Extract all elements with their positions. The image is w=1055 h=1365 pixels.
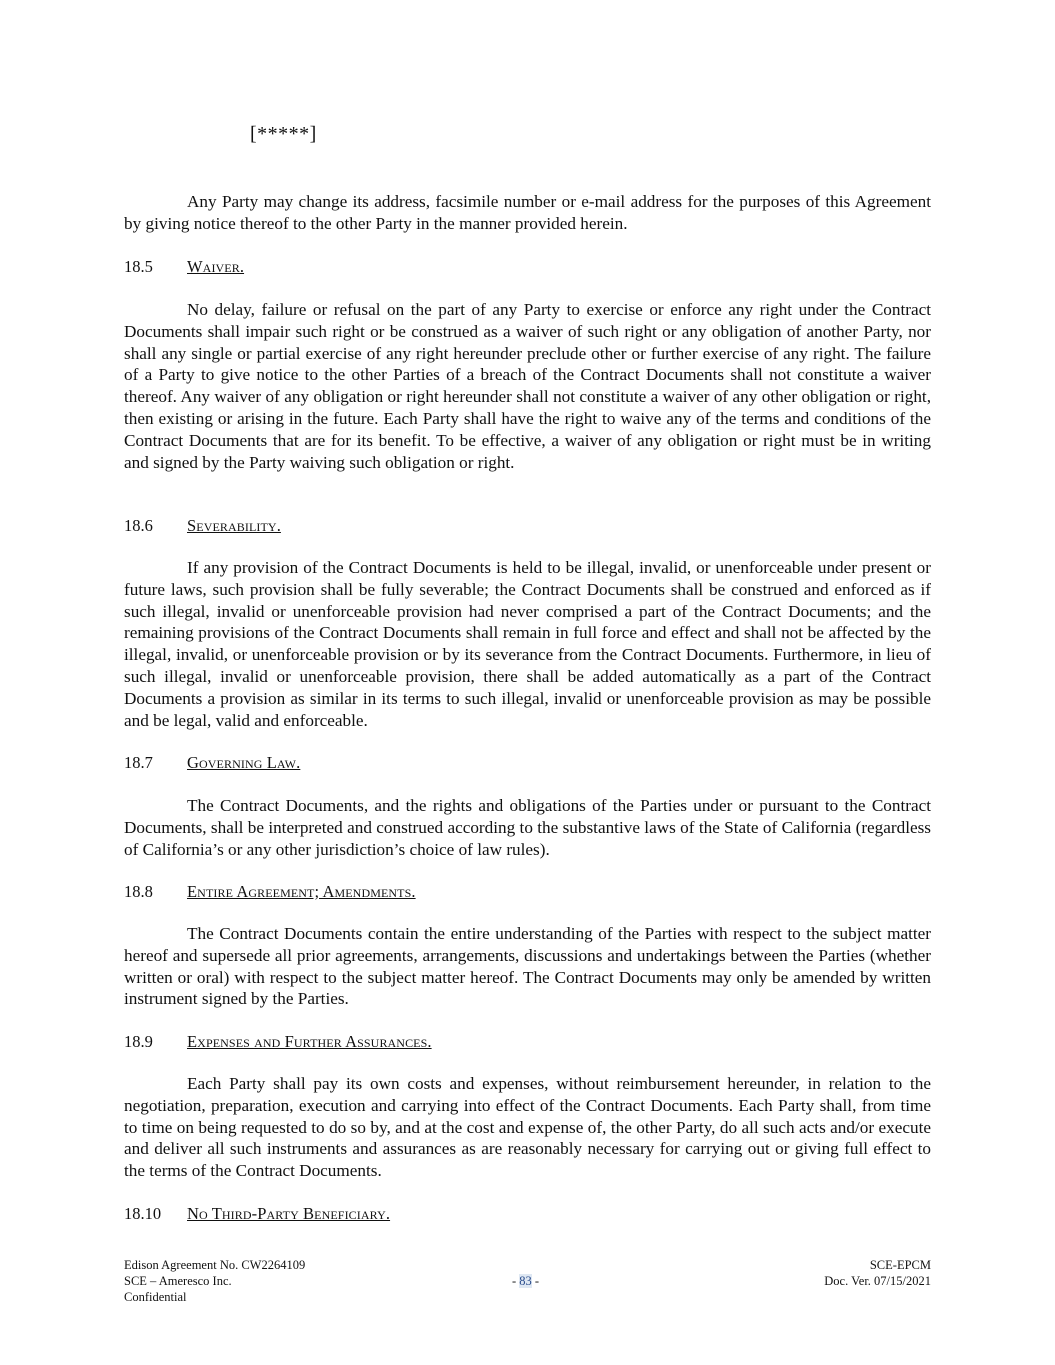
section-title: Severability. bbox=[187, 516, 281, 535]
section-body-18-7: The Contract Documents, and the rights and obligations of the Parties under or pursuant to the Contract Documents, shall be interpreted and construed according to the substantive laws of the State of California (regardless of California’s or any other jurisdiction’s choice of law rules). bbox=[124, 796, 931, 859]
section-heading-18-9 bbox=[124, 1032, 432, 1052]
section-title: Waiver. bbox=[187, 257, 245, 276]
agreement-number: Edison Agreement No. CW2264109 bbox=[124, 1258, 306, 1272]
footer-right bbox=[824, 1257, 931, 1289]
section-number: 18.10 bbox=[124, 1204, 162, 1223]
section-number: 18.8 bbox=[124, 882, 153, 901]
section-body-18-9: Each Party shall pay its own costs and expenses, without reimbursement hereunder, in relation to the negotiation, preparation, execution and carrying into effect of the Contract Documents. Each Party shall, from time to time on being requested to do so by, and at the cost and expense of, the other Party, do all such acts and/or execute and deliver all such instruments and assurances as are reasonably necessary for carrying out or giving full effect to the terms of the Contract Documents. bbox=[124, 1074, 931, 1181]
page-number-indicator: - 83 - bbox=[512, 1274, 540, 1288]
section-heading-18-8 bbox=[124, 882, 416, 902]
section-number: 18.5 bbox=[124, 257, 153, 276]
section-number: 18.9 bbox=[124, 1032, 153, 1051]
section-body-18-5: No delay, failure or refusal on the part of any Party to exercise or enforce any right under the Contract Documents shall impair such right or be construed as a waiver of such right or any obligation of another Party, nor shall any single or partial exercise of any right hereunder preclude other or further exercise of any right. The failure of a Party to give notice to the other Parties of a breach of the Contract Documents shall not constitute a waiver thereof. Any waiver of any obligation or right hereunder shall not constitute a waiver of any other obligation or right, then existing or arising in the future. Each Party shall have the right to waive any of the terms and conditions of the Contract Documents that are for its benefit. To be effective, a waiver of any obligation or right must be in writing and signed by the Party waiving such obligation or right. bbox=[124, 300, 931, 472]
section-title: Governing Law. bbox=[187, 753, 301, 772]
document-version: Doc. Ver. 07/15/2021 bbox=[824, 1274, 931, 1288]
confidential-label: Confidential bbox=[124, 1290, 187, 1304]
section-heading-18-5 bbox=[124, 257, 244, 277]
section-title: Entire Agreement; Amendments. bbox=[187, 882, 416, 901]
page-number: 83 bbox=[519, 1274, 532, 1288]
section-title: No Third-Party Beneficiary. bbox=[187, 1204, 391, 1223]
section-body-18-6: If any provision of the Contract Documents is held to be illegal, invalid, or unenforceable under present or future laws, such provision shall be fully severable; the Contract Documents shall be construed and enforced as if such illegal, invalid or unenforceable provision had never comprised a part of the Contract Documents; and the remaining provisions of the Contract Documents shall remain in full force and effect and shall not be affected by the illegal, invalid, or unenforceable provision or by its severance from the Contract Documents. Furthermore, in lieu of such illegal, invalid or unenforceable provision, there shall be added automatically as a part of the Contract Documents a provision as similar in its terms to such illegal, invalid or unenforceable provision as may be possible and be legal, valid and enforceable. bbox=[124, 558, 931, 730]
footer-left bbox=[124, 1257, 305, 1305]
document-code: SCE-EPCM bbox=[869, 1258, 931, 1272]
intro-paragraph: Any Party may change its address, facsimile number or e-mail address for the purposes of this Agreement by giving notice thereof to the other Party in the manner provided herein. bbox=[124, 192, 931, 233]
section-body-18-8: The Contract Documents contain the entire understanding of the Parties with respect to the subject matter hereof and supersede all prior agreements, arrangements, discussions and undertakings between the Parties (whether written or oral) with respect to the subject matter hereof. The Contract Documents may only be amended by written instrument signed by the Parties. bbox=[124, 924, 931, 1009]
redaction-marker: [*****] bbox=[250, 123, 317, 145]
parties-label: SCE – Ameresco Inc. bbox=[124, 1274, 232, 1288]
section-title: Expenses and Further Assurances. bbox=[187, 1032, 432, 1051]
section-heading-18-6 bbox=[124, 516, 281, 536]
section-number: 18.6 bbox=[124, 516, 153, 535]
section-number: 18.7 bbox=[124, 753, 153, 772]
section-heading-18-7 bbox=[124, 753, 300, 773]
section-heading-18-10 bbox=[124, 1204, 390, 1224]
